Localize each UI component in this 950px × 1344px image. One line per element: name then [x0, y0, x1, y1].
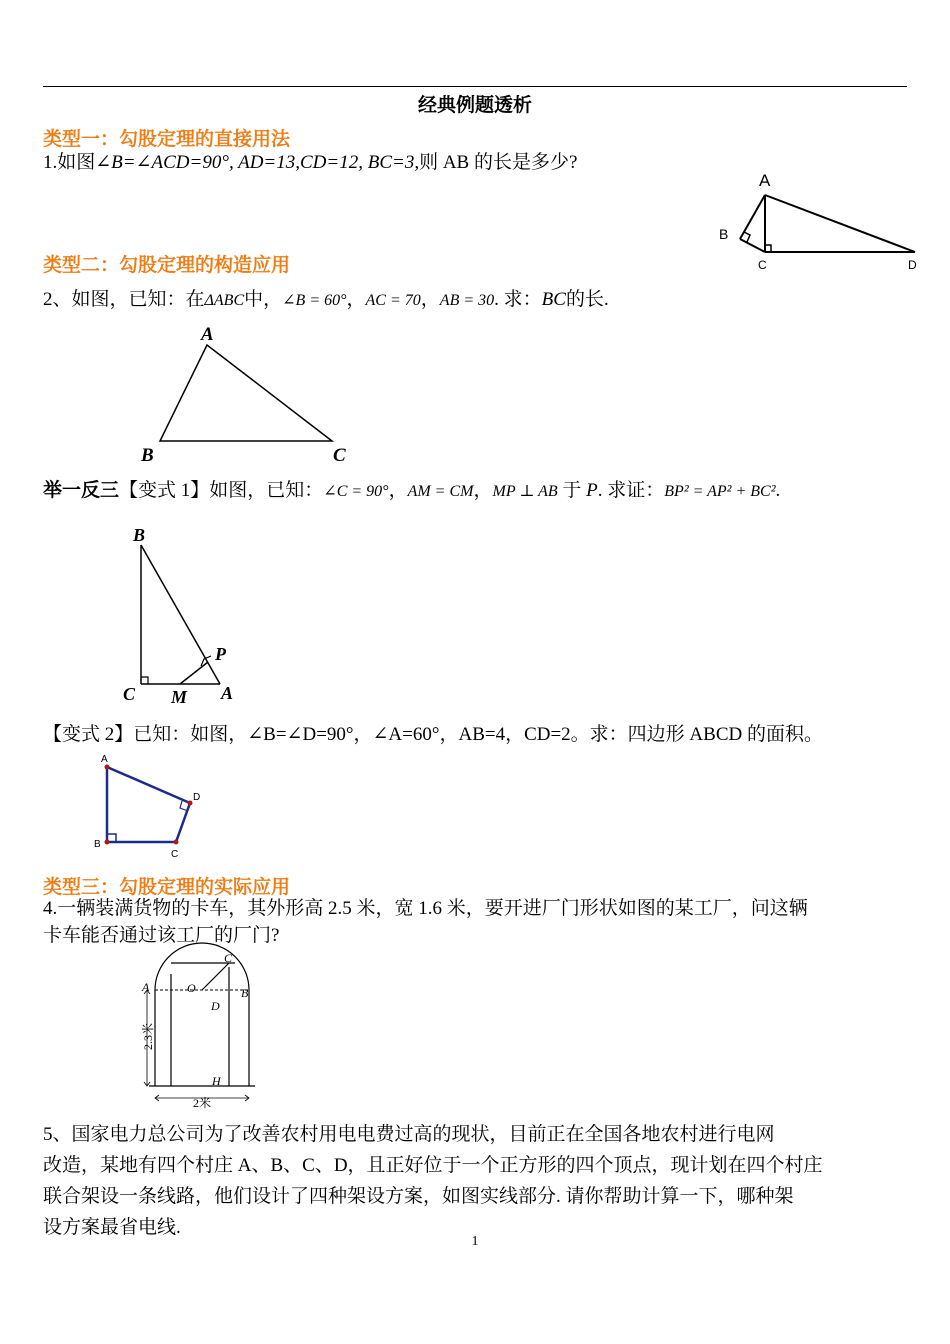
figure-2	[135, 320, 365, 470]
q2-angle-b: ∠B = 60°	[282, 292, 347, 309]
question-1	[43, 151, 577, 175]
figure-variant-2	[92, 754, 222, 863]
q1-ask: 则 AB 的长是多少?	[419, 152, 578, 173]
fv1-label-b: B	[133, 525, 146, 545]
type2-heading: 类型二：勾股定理的构造应用	[43, 254, 291, 276]
variant1-p: P	[586, 480, 598, 501]
variant1-tag: 【变式 1】如图，已知：	[119, 480, 324, 501]
q2-ask: . 求：	[494, 289, 542, 310]
fig1-label-c: C	[758, 258, 767, 272]
top-rule	[43, 86, 907, 87]
figure-gate	[135, 950, 265, 1110]
fig1-label-b: B	[719, 226, 729, 242]
q2-triangle: ΔABC	[204, 292, 245, 309]
variant1-am-cm: AM = CM	[407, 483, 474, 500]
fv2-label-b: B	[94, 839, 101, 850]
q2-prefix: 2、如图，已知：在	[43, 289, 205, 310]
variant-1: 举一反三【变式 1】如图，已知：∠C = 90°，AM = CM，MP ⊥ AB 于 P. 求证：BP² = AP² + BC².	[43, 479, 781, 501]
figure-1	[715, 165, 925, 275]
q2-target: BC	[541, 289, 566, 310]
question-4-line-2: 卡车能否通过该工厂的厂门?	[43, 925, 280, 946]
variant1-at: 于	[562, 480, 582, 501]
gate-width-label: 2米	[193, 1096, 212, 1110]
gate-label-a: A	[142, 980, 150, 994]
variant1-mp-perp: MP ⊥ AB	[492, 483, 558, 500]
gate-label-o: O	[187, 981, 196, 995]
variant1-lead: 举一反三	[43, 479, 120, 501]
q5-line-3: 联合架设一条线路，他们设计了四种架设方案，如图实线部分. 请你帮助计算一下，哪种架	[43, 1186, 794, 1207]
variant1-dot: .	[775, 480, 781, 501]
fig1-label-a: A	[759, 171, 771, 190]
q2-mid: 中，	[244, 289, 283, 310]
q1-num: 1.如图	[43, 152, 96, 173]
q5-line-1: 5、国家电力总公司为了改善农村用电电费过高的现状，目前正在全国各地农村进行电网	[43, 1124, 775, 1145]
fv1-label-c: C	[123, 684, 136, 704]
q5-line-4: 设方案最省电线.	[43, 1217, 181, 1238]
fv2-label-a: A	[101, 754, 108, 765]
gate-label-h: H	[212, 1074, 221, 1088]
gate-height-label: 2.3米	[141, 1022, 155, 1050]
fv1-label-p: P	[215, 644, 226, 664]
question-5	[43, 1119, 909, 1243]
page-number: 1	[471, 1234, 479, 1249]
q2-end: 的长.	[565, 289, 609, 310]
question-4-line-1: 4.一辆装满货物的卡车，其外形高 2.5 米，宽 1.6 米，要开进厂门形状如图的某工厂，问这辆	[43, 898, 808, 919]
q5-line-2: 改造，某地有四个村庄 A、B、C、D，且正好位于一个正方形的四个顶点，现计划在四个村庄	[43, 1155, 823, 1176]
variant1-prove: . 求证：	[597, 480, 665, 501]
fv2-label-c: C	[171, 849, 179, 860]
fig1-label-d: D	[908, 258, 917, 272]
fv1-label-a: A	[221, 683, 234, 703]
type1-heading: 类型一：勾股定理的直接用法	[43, 128, 291, 150]
question-2: 2、如图，已知：在ΔABC中，∠B = 60°，AC = 70，AB = 30. 求：BC的长.	[43, 289, 609, 310]
figure-variant-1	[115, 520, 245, 710]
gate-label-d: D	[211, 999, 220, 1013]
fig2-label-c: C	[333, 445, 346, 466]
variant1-angle-c: ∠C = 90°	[323, 483, 389, 500]
page-title: 经典例题透析	[417, 94, 532, 116]
q1-conditions: ∠B=∠ACD=90°, AD=13,CD=12, BC=3,	[95, 152, 420, 173]
gate-label-b: B	[241, 986, 249, 1000]
q2-ab: AB = 30	[439, 292, 495, 309]
fv1-label-m: M	[171, 687, 188, 707]
fig2-label-b: B	[141, 445, 154, 466]
fv2-label-d: D	[193, 792, 201, 803]
variant-2: 【变式 2】已知：如图，∠B=∠D=90°，∠A=60°，AB=4，CD=2。求：四边形 ABCD 的面积。	[43, 724, 823, 745]
type3-heading: 类型三：勾股定理的实际应用	[43, 876, 291, 898]
gate-label-c: C	[224, 951, 233, 965]
fig2-label-a: A	[201, 324, 214, 345]
variant1-formula: BP² = AP² + BC²	[664, 483, 776, 500]
q2-ac: AC = 70	[365, 292, 421, 309]
